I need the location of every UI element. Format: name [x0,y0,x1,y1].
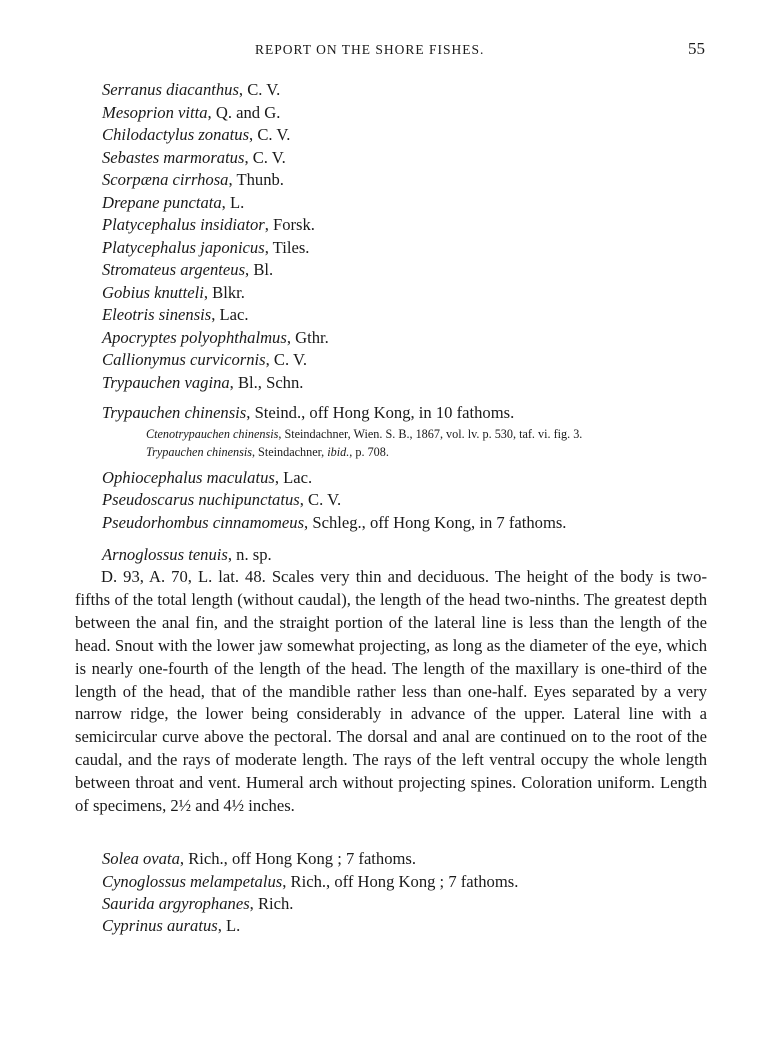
species-name: Pseudorhombus cinnamomeus [102,513,305,532]
species-entry [102,467,312,489]
synonym-citation: , Steindachner, [251,445,328,459]
new-species-heading [102,544,272,566]
species-authority: , Rich., off Hong Kong ; 7 fathoms. [179,849,417,868]
species-entry [102,489,341,511]
species-name: Pseudoscarus nuchipunctatus [102,490,300,509]
species-suffix: , n. sp. [227,545,272,564]
species-name: Gobius knutteli [102,283,204,302]
synonym-name: Ctenotrypauchen chinensis [146,427,279,441]
species-name: Scorpæna cirrhosa [102,170,229,189]
species-entry [102,259,273,281]
species-authority: , C. V. [238,80,281,99]
species-authority: , Q. and G. [207,103,281,122]
species-authority: , Thunb. [228,170,284,189]
species-authority: , Bl. [245,260,274,279]
species-entry [102,79,280,101]
species-entry [102,237,309,259]
species-name: Trypauchen vagina [102,373,230,392]
species-name: Solea ovata [102,849,180,868]
species-entry [102,512,566,534]
species-name: Arnoglossus tenuis [102,545,228,564]
synonym-citation: , Steindachner, Wien. S. B., 1867, vol. lv. p. 530, taf. vi. fig. 3. [278,427,583,441]
species-entry [102,848,416,870]
species-authority: , Lac. [211,305,249,324]
species-entry [102,327,329,349]
synonym-ibid: ibid. [327,445,350,459]
species-entry [102,893,293,915]
species-name: Callionymus curvicornis [102,350,266,369]
species-authority: , C. V. [265,350,307,369]
species-entry [102,147,286,169]
species-name: Platycephalus insidiator [102,215,265,234]
running-head: REPORT ON THE SHORE FISHES. [255,42,485,57]
species-authority: , Forsk. [264,215,315,234]
species-name: Stromateus argenteus [102,260,246,279]
species-name: Drepane punctata [102,193,222,212]
species-name: Saurida argyrophanes [102,894,250,913]
species-authority: , Bl., Schn. [229,373,304,392]
species-name: Sebastes marmoratus [102,148,245,167]
species-authority: , C. V. [299,490,342,509]
species-entry [102,304,249,326]
species-authority: , Rich., off Hong Kong ; 7 fathoms. [282,872,519,891]
species-entry [102,214,315,236]
species-name: Serranus diacanthus [102,80,239,99]
species-name: Eleotris sinensis [102,305,212,324]
species-authority: , L. [217,916,241,935]
species-name: Cynoglossus melampetalus [102,872,283,891]
species-authority: , Rich. [249,894,294,913]
species-name: Mesoprion vitta [102,103,208,122]
species-entry [102,169,284,191]
page-number: 55 [688,39,705,58]
species-name: Apocryptes polyophthalmus [102,328,287,347]
species-name: Trypauchen chinensis [102,403,247,422]
species-authority: , Gthr. [286,328,329,347]
species-entry [102,349,307,371]
species-entry [102,282,245,304]
synonym-reference [146,426,582,443]
species-name: Ophiocephalus maculatus [102,468,275,487]
species-description: D. 93, A. 70, L. lat. 48. Scales very thin and deciduous. The height of the body is two-fifths of the total length (without caudal), the length of the head two-ninths. The greatest depth between the anal fin, and the straight portion of the lateral line is less than the length of the head. Snout with the lower jaw somewhat projecting, as long as the diameter of the eye, which is nearly one-fourth of the length of the head. The length of the maxillary is one-third of the length of the head, that of the mandible rather less than one-half. Eyes separated by a very narrow ridge, the lower being considerably in advance of the upper. Lateral line with a semicircular curve above the pectoral. The dorsal and anal are continued on to the root of the caudal, and the rays of moderate length. The rays of the left ventral occupy the whole length between throat and vent. Humeral arch without projecting spines. Coloration uniform. Length of specimens, 2½ and 4½ inches. [75,567,707,816]
species-authority: , C. V. [244,148,286,167]
page-header [0,39,776,66]
species-entry [102,915,240,937]
species-authority: , Blkr. [203,283,245,302]
species-authority: , Steind., off Hong Kong, in 10 fathoms. [246,403,515,422]
species-name: Chilodactylus zonatus [102,125,250,144]
species-authority: , C. V. [249,125,291,144]
species-entry [102,402,514,424]
species-name: Platycephalus japonicus [102,238,265,257]
species-authority: , L. [221,193,245,212]
species-entry [102,871,518,893]
synonym-page: , p. 708. [349,445,389,459]
species-authority: , Tiles. [264,238,310,257]
species-name: Cyprinus auratus [102,916,218,935]
species-entry [102,192,244,214]
synonym-reference [146,444,389,461]
species-entry [102,102,280,124]
species-authority: , Lac. [274,468,313,487]
species-entry [102,124,290,146]
species-entry [102,372,303,394]
species-authority: , Schleg., off Hong Kong, in 7 fathoms. [304,513,567,532]
synonym-name: Trypauchen chinensis [146,445,252,459]
